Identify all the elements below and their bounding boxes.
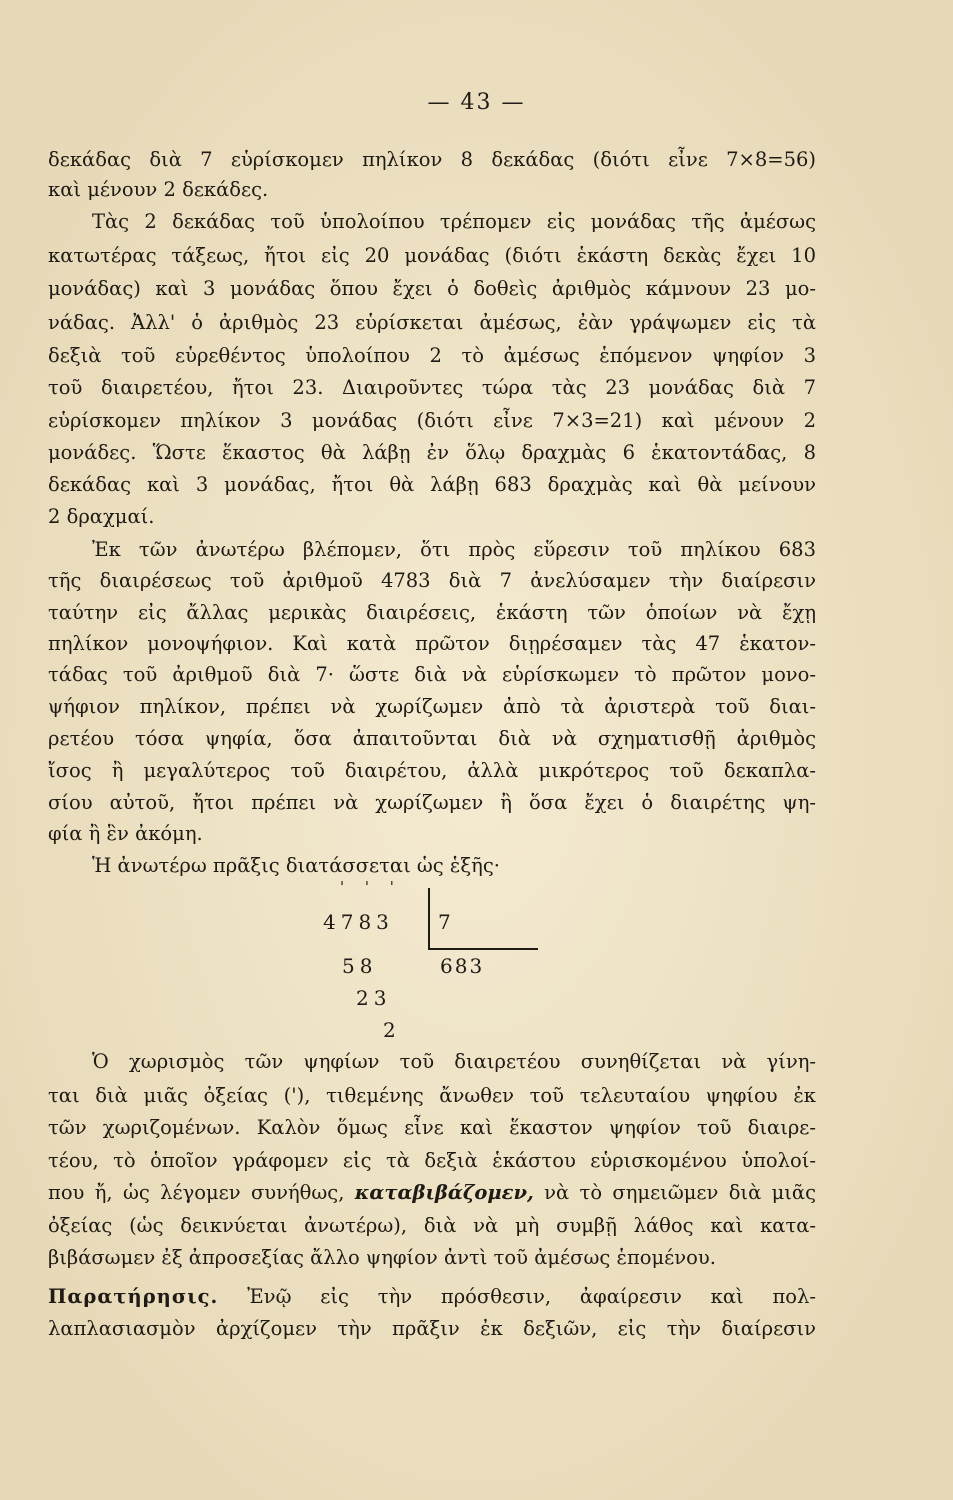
text-line: φία ἢ ἓν ἀκόμη. [48,822,203,845]
dividend: 4783 [323,910,394,934]
text-line: μονάδας) καὶ 3 μονάδας ὅπου ἔχει ὁ δοθεὶς ἀριθμὸς κάμνουν 23 μο- [48,277,816,300]
emphasized-term: καταβιβάζομεν, [354,1181,534,1204]
text-line: εὑρίσκομεν πηλίκον 3 μονάδας (διότι εἶνε 7×3=21) καὶ μένουν 2 [48,409,816,432]
remark-title: Παρατήρησις. [48,1285,219,1308]
text-line: ἴσος ἢ μεγαλύτερος τοῦ διαιρέτου, ἀλλὰ μικρότερος τοῦ δεκαπλα- [48,759,816,782]
division-vertical-rule [428,888,430,948]
text-line: πηλίκον μονοψήφιον. Καὶ κατὰ πρῶτον διῃρέσαμεν τὰς 47 ἑκατον- [48,632,816,655]
text-line: Ὁ χωρισμὸς τῶν ψηφίων τοῦ διαιρετέου συνηθίζεται νὰ γίνη- [92,1050,816,1073]
text-line: τάδας τοῦ ἀριθμοῦ διὰ 7· ὥστε διὰ νὰ εὑρίσκωμεν τὸ πρῶτον μονο- [48,663,816,686]
text-line: μονάδες. Ὥστε ἕκαστος θὰ λάβῃ ἐν ὅλῳ δραχμὰς 6 ἑκατοντάδας, 8 [48,441,816,464]
remainder: 2 [383,1018,401,1042]
text-line: καὶ μένουν 2 δεκάδες. [48,178,269,201]
text-line: ταύτην εἰς ἄλλας μερικὰς διαιρέσεις, ἑκάστη τῶν ὁποίων νὰ ἔχῃ [48,601,816,624]
text-line: ψήφιον πηλίκον, πρέπει νὰ χωρίζωμεν ἀπὸ τὰ ἀριστερὰ τοῦ διαι- [48,695,816,718]
text-line: ρετέου τόσα ψηφία, ὅσα ἀπαιτοῦνται διὰ νὰ σχηματισθῇ ἀριθμὸς [48,727,816,750]
text-fragment: που ἤ, ὡς λέγομεν συνήθως, [48,1181,355,1204]
division-horizontal-rule [428,948,538,950]
divisor: 7 [438,910,456,934]
page-number: — 43 — [427,90,526,115]
text-line: δεκάδας καὶ 3 μονάδας, ἤτοι θὰ λάβῃ 683 δραχμὰς καὶ θὰ μείνουν [48,473,816,496]
text-line: δεξιὰ τοῦ εὑρεθέντος ὑπολοίπου 2 τὸ ἀμέσως ἑπόμενον ψηφίον 3 [48,344,816,367]
text-line: βιβάσωμεν ἐξ ἀπροσεξίας ἄλλο ψηφίον ἀντὶ τοῦ ἀμέσως ἑπομένου. [48,1246,716,1269]
text-line: δεκάδας διὰ 7 εὑρίσκομεν πηλίκον 8 δεκάδας (διότι εἶνε 7×8=56) [48,148,816,171]
text-line: τοῦ διαιρετέου, ἤτοι 23. Διαιροῦντες τώρα τὰς 23 μονάδας διὰ 7 [48,376,816,399]
text-line: 2 δραχμαί. [48,505,155,528]
text-fragment: Ἐνῷ εἰς τὴν πρόσθεσιν, ἀφαίρεσιν καὶ πολ- [218,1285,816,1308]
text-line: τῶν χωριζομένων. Καλὸν ὅμως εἶνε καὶ ἕκαστον ψηφίον τοῦ διαιρε- [48,1116,816,1139]
text-line: Ἐκ τῶν ἀνωτέρω βλέπομεν, ὅτι πρὸς εὕρεσιν τοῦ πηλίκου 683 [92,538,816,561]
remark-line [48,1282,816,1312]
quotient: 683 [440,954,485,978]
division-marks: ' ' ' [340,878,402,896]
text-line: ὀξείας (ὡς δεικνύεται ἀνωτέρω), διὰ νὰ μὴ συμβῇ λάθος καὶ κατα- [48,1214,816,1237]
text-line: νάδας. Ἀλλ' ὁ ἀριθμὸς 23 εὑρίσκεται ἀμέσως, ἐὰν γράψωμεν εἰς τὰ [48,311,816,334]
partial-remainder: 58 [342,954,378,978]
text-line: τέου, τὸ ὁποῖον γράφομεν εἰς τὰ δεξιὰ ἑκάστου εὑρισκομένου ὑπολοί- [48,1149,816,1172]
text-line [48,1178,816,1208]
text-line: τῆς διαιρέσεως τοῦ ἀριθμοῦ 4783 διὰ 7 ἀνελύσαμεν τὴν διαίρεσιν [48,569,816,592]
text-line: κατωτέρας τάξεως, ἤτοι εἰς 20 μονάδας (διότι ἑκάστη δεκὰς ἔχει 10 [48,244,816,267]
text-line: σίου αὐτοῦ, ἤτοι πρέπει νὰ χωρίζωμεν ἢ ὅσα ἔχει ὁ διαιρέτης ψη- [48,791,816,814]
partial-remainder: 23 [356,986,392,1010]
text-line: λαπλασιασμὸν ἀρχίζομεν τὴν πρᾶξιν ἐκ δεξιῶν, εἰς τὴν διαίρεσιν [48,1317,816,1340]
text-line: Τὰς 2 δεκάδας τοῦ ὑπολοίπου τρέπομεν εἰς μονάδας τῆς ἀμέσως [92,210,816,233]
text-fragment: νὰ τὸ σημειῶμεν διὰ μιᾶς [533,1181,816,1204]
text-line: Ἡ ἀνωτέρω πρᾶξις διατάσσεται ὡς ἑξῆς· [92,854,500,877]
text-line: ται διὰ μιᾶς ὀξείας ('), τιθεμένης ἄνωθεν τοῦ τελευταίου ψηφίου ἐκ [48,1084,816,1107]
